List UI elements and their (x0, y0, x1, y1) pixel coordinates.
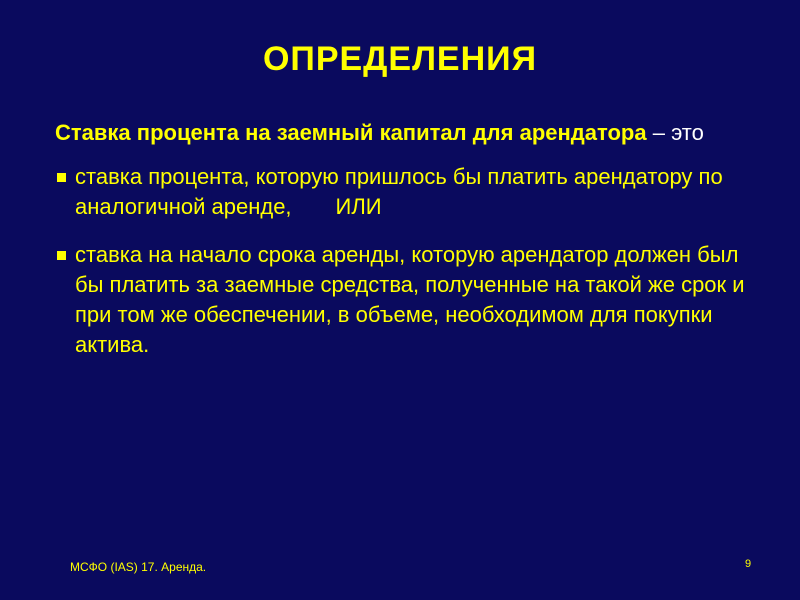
bullet-or-word: ИЛИ (335, 194, 382, 219)
bullet-text: ставка на начало срока аренды, которую арендатор должен был бы платить за заемные средства, полученные на такой же срок и при том же обеспечении, в объеме, необходимом для покупки актива. (75, 242, 745, 357)
bullet-item (55, 162, 745, 222)
square-bullet-icon (57, 173, 66, 182)
slide-footer: МСФО (IAS) 17. Аренда. (70, 560, 207, 574)
bullet-text: ставка процента, которую пришлось бы платить арендатору по аналогичной аренде, (75, 164, 723, 219)
square-bullet-icon (57, 251, 66, 260)
definition-intro (55, 118, 745, 148)
page-number: 9 (745, 558, 752, 570)
slide-title: ОПРЕДЕЛЕНИЯ (262, 40, 538, 78)
bullet-item (55, 240, 745, 360)
definition-term: Ставка процента на заемный капитал для арендатора (55, 120, 647, 145)
slide-content (55, 118, 745, 378)
definition-connector: – это (646, 120, 704, 145)
